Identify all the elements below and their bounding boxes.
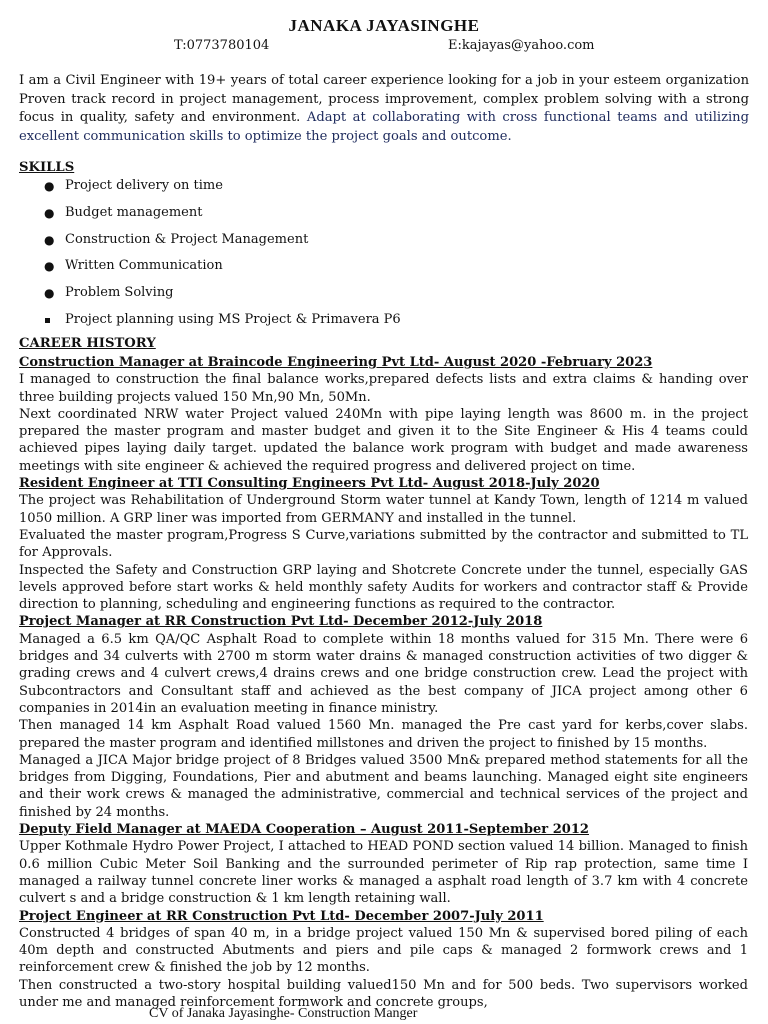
job-description: The project was Rehabilitation of Underground Storm water tunnel at Kandy Town, length of 1214 m valued 1050 million. A GRP liner was imported from GERMANY and installed in the tunnel.: [19, 493, 748, 526]
job-title: Deputy Field Manager at MAEDA Cooperation – August 2011-September 2012: [19, 822, 590, 838]
bullet-icon: ●: [44, 205, 55, 220]
job-description: Then constructed a two-story hospital building valued150 Mn and for 500 beds. Two supervisors worked under me and managed reinforcement formwork and concrete groups,: [19, 977, 748, 1010]
skill-label: Construction & Project Management: [65, 231, 309, 247]
job-description: Managed a 6.5 km QA/QC Asphalt Road to complete within 18 months valued for 315 Mn. There were 6 bridges and 34 culverts with 2700 m storm water drains & managed construction activities of two digger & grading crews and 4 culvert crews,4 drains crews and one bridge construction crew. Lead the project with Subcontractors and Consultant staff and achieved as the best company of JICA project among other 6 companies in 2014in an evaluation meeting in finance ministry.: [19, 631, 748, 716]
bullet-icon: ●: [44, 179, 55, 193]
job-description: Then managed 14 km Asphalt Road valued 1560 Mn. managed the Pre cast yard for kerbs,cover slabs. prepared the master program and identified millstones and driven the project to finished by 15 months.: [19, 718, 748, 751]
skill-label: Budget management: [65, 204, 203, 220]
job-description: Inspected the Safety and Construction GRP laying and Shotcrete Concrete under the tunnel, especially GAS levels approved before start works & held monthly safety Audits for workers and contractor staff & Provide direction to planning, scheduling and engineering functions as required to the contractor.: [19, 562, 748, 613]
job-description: Next coordinated NRW water Project valued 240Mn with pipe laying length was 8600 m. in the project prepared the master program and master budget and given it to the Site Engineer & His 4 teams could achieved pipes laying daily target. updated the balance work program with budget and made awareness meetings with site engineer & achieved the required progress and delivered project on time.: [19, 406, 748, 474]
skill-item: [44, 312, 401, 339]
page-footer: CV of Janaka Jayasinghe- Construction Manger: [149, 1006, 418, 1021]
skill-label: Written Communication: [65, 258, 223, 274]
career-history: [19, 354, 748, 1011]
skill-item: [44, 232, 401, 259]
skill-label: Project delivery on time: [65, 178, 223, 193]
skill-label: Problem Solving: [65, 285, 174, 301]
phone-number: T:0773780104: [174, 38, 270, 53]
job-description: Upper Kothmale Hydro Power Project, I attached to HEAD POND section valued 14 billion. Managed to finish 0.6 million Cubic Meter Soil Banking and the surrounded perimeter of Rip rap protection, same time I managed a railway tunnel concrete liner works & managed a asphalt road length of 3.7 km with 4 concrete culvert s and a bridge construction & 1 km length retaining wall.: [19, 839, 748, 907]
skill-item: [44, 285, 401, 312]
career-heading: CAREER HISTORY: [19, 336, 156, 351]
skills-heading: SKILLS: [19, 160, 75, 175]
skill-item: [44, 178, 401, 205]
job-title: Project Engineer at RR Construction Pvt Ltd- December 2007-July 2011: [19, 908, 544, 924]
square-bullet-icon: [44, 312, 65, 327]
job-description: Managed a JICA Major bridge project of 8 Bridges valued 3500 Mn& prepared method statements for all the bridges from Digging, Foundations, Pier and abutment and beams launching. Managed eight site engineers and their work crews & managed the administrative, commercial and technical services of the project and finished by 24 months.: [19, 752, 748, 820]
job-title: Resident Engineer at TTI Consulting Engineers Pvt Ltd- August 2018-July 2020: [19, 476, 600, 492]
skill-item: [44, 205, 401, 232]
skill-item: [44, 258, 401, 285]
profile-summary: [19, 72, 749, 146]
job-title: Project Manager at RR Construction Pvt Ltd- December 2012-July 2018: [19, 614, 543, 630]
summary-text: I am a Civil Engineer with 19+ years of total career experience looking for a job in your esteem organization Proven track record in project management, process improvement, complex problem solving with a strong focus in quality, safety and environment.: [19, 73, 749, 125]
job-title: Construction Manager at Braincode Engineering Pvt Ltd- August 2020 -February 2023: [19, 355, 653, 370]
bullet-icon: ●: [44, 232, 55, 247]
summary-text-highlight: Adapt at collaborating with cross functional teams and utilizing excellent communication skills to optimize the project goals and outcome.: [19, 110, 749, 144]
bullet-icon: ●: [44, 286, 55, 301]
candidate-name: JANAKA JAYASINGHE: [288, 16, 480, 35]
job-description: Evaluated the master program,Progress S Curve,variations submitted by the contractor and submitted to TL for Approvals.: [19, 527, 748, 561]
bullet-icon: ●: [44, 259, 55, 274]
skill-label: Project planning using MS Project & Primavera P6: [65, 311, 401, 327]
skills-list: [44, 178, 401, 339]
email-address: E:kajayas@yahoo.com: [448, 38, 595, 53]
job-description: I managed to construction the final balance works,prepared defects lists and extra claims & handing over three building projects valued 150 Mn,90 Mn, 50Mn.: [19, 372, 748, 405]
job-description: Constructed 4 bridges of span 40 m, in a bridge project valued 150 Mn & supervised bored piling of each 40m depth and constructed Abutments and piers and pile caps & managed 2 formwork crews and 1 reinforcement crew & finished the job by 12 months.: [19, 925, 748, 976]
